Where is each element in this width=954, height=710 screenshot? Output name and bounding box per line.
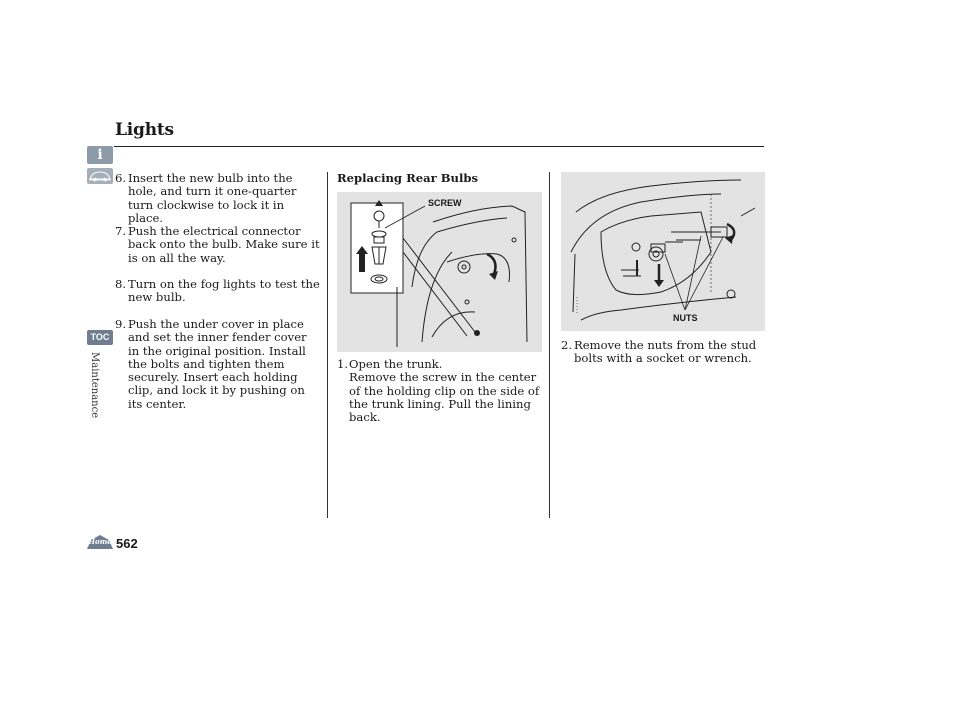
step-6: 6. Insert the new bulb into the hole, and turn it one-quarter turn clockwise to lock it in place.	[115, 171, 297, 225]
step-8: 8. Turn on the fog lights to test the new bulb.	[115, 277, 320, 305]
title-divider	[114, 146, 764, 147]
home-label: Home	[88, 537, 112, 546]
nuts-label: NUTS	[673, 313, 698, 323]
step-1: 1. Open the trunk. Remove the screw in the center of the holding clip on the side of the trunk lining. Pull the lining back.	[337, 357, 540, 425]
column-divider	[327, 172, 328, 518]
tail-light-illustration	[561, 172, 765, 331]
section-subheading: Replacing Rear Bulbs	[337, 171, 479, 185]
step-7: 7. Push the electrical connector back onto the bulb. Make sure it is on all the way.	[115, 224, 320, 265]
screw-figure	[337, 192, 542, 352]
step-9: 9. Push the under cover in place and set the inner fender cover in the original position. Install the bolts and tighten them securely. Insert each holding clip, and lock it by pushing on its center.	[115, 317, 307, 411]
page-title: Lights	[115, 120, 174, 140]
toc-button[interactable]: TOC	[87, 330, 113, 345]
info-icon[interactable]	[87, 146, 113, 164]
home-button[interactable]	[86, 534, 114, 550]
trunk-lining-illustration	[337, 192, 542, 352]
column-divider	[549, 172, 550, 518]
info-glyph: i	[97, 147, 103, 163]
nuts-figure	[561, 172, 765, 331]
section-label: Maintenance	[89, 352, 100, 419]
step-2: 2. Remove the nuts from the stud bolts with a socket or wrench.	[561, 338, 757, 366]
page-number: 562	[116, 536, 138, 551]
car-icon[interactable]	[87, 168, 113, 184]
screw-label: SCREW	[428, 198, 462, 208]
